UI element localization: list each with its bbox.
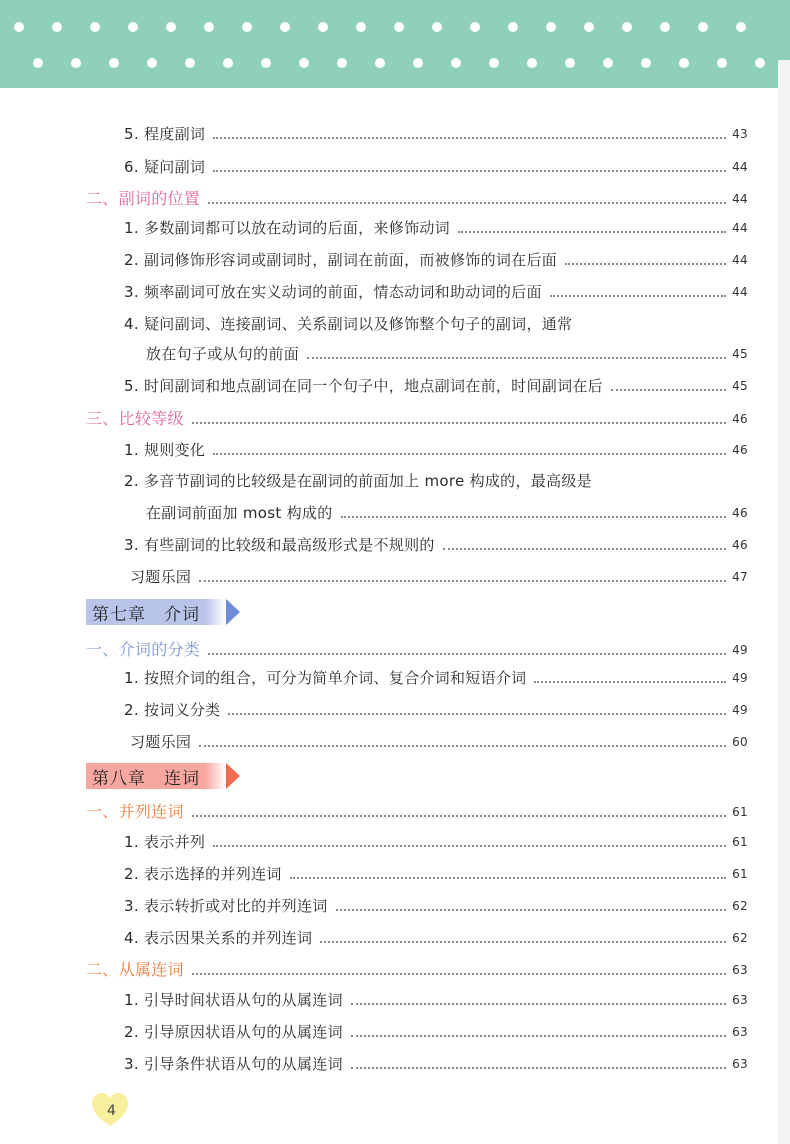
- toc-page-number: 60: [732, 735, 748, 749]
- toc-page-number: 61: [732, 835, 748, 849]
- toc-page-number: 63: [732, 963, 748, 977]
- toc-page-number: 49: [732, 703, 748, 717]
- toc-entry[interactable]: [124, 986, 748, 1010]
- toc-page-number: 46: [732, 538, 748, 552]
- dot-leader: [213, 845, 726, 847]
- toc-section-heading[interactable]: [86, 405, 748, 429]
- toc-entry-label: 6. 疑问副词: [124, 158, 206, 176]
- toc-entry[interactable]: [124, 372, 748, 396]
- dot-leader: [208, 202, 726, 204]
- dot-leader: [199, 745, 726, 747]
- toc-entry[interactable]: [124, 828, 748, 852]
- toc-entry[interactable]: [130, 563, 748, 587]
- section-title: 二、从属连词: [86, 960, 184, 979]
- section-title: 一、并列连词: [86, 802, 184, 821]
- toc-entry[interactable]: [124, 860, 748, 884]
- toc-page-number: 45: [732, 347, 748, 361]
- dot-leader: [351, 1003, 726, 1005]
- dot-leader: [228, 713, 726, 715]
- toc-page-number: 44: [732, 160, 748, 174]
- toc-entry-label: 5. 程度副词: [124, 125, 206, 143]
- toc-entry-label-line1[interactable]: 4. 疑问副词、连接副词、关系副词以及修饰整个句子的副词，通常: [124, 315, 573, 333]
- dot-leader: [192, 973, 726, 975]
- dot-leader: [213, 137, 726, 139]
- dot-leader: [192, 422, 726, 424]
- toc-section-heading[interactable]: [86, 956, 748, 980]
- toc-entry-label: 1. 多数副词都可以放在动词的后面，来修饰动词: [124, 219, 450, 237]
- toc-entry[interactable]: [124, 1050, 748, 1074]
- toc-page-number: 62: [732, 899, 748, 913]
- page-number-badge: [90, 1092, 130, 1128]
- toc-section-heading[interactable]: [86, 185, 748, 209]
- toc-entry[interactable]: [124, 892, 748, 916]
- dot-leader: [611, 389, 726, 391]
- dot-leader: [213, 453, 726, 455]
- toc-page-number: 46: [732, 443, 748, 457]
- toc-entry[interactable]: [146, 499, 748, 523]
- toc-entry-label: 1. 按照介词的组合，可分为简单介词、复合介词和短语介词: [124, 669, 527, 687]
- toc-entry[interactable]: [124, 531, 748, 555]
- chapter-flag-tail: [226, 763, 240, 789]
- toc-entry[interactable]: [124, 436, 748, 460]
- toc-page-number: 63: [732, 993, 748, 1007]
- chapter-heading[interactable]: [86, 599, 226, 625]
- toc-entry-label: 1. 规则变化: [124, 441, 206, 459]
- toc-page-number: 61: [732, 805, 748, 819]
- dot-leader: [307, 357, 726, 359]
- dot-leader: [550, 295, 726, 297]
- toc-entry-label: 2. 按词义分类: [124, 701, 221, 719]
- chapter-flag-tail: [226, 599, 240, 625]
- toc-page-number: 49: [732, 643, 748, 657]
- toc-entry[interactable]: [130, 728, 748, 752]
- dot-leader: [458, 231, 726, 233]
- toc-page-number: 44: [732, 253, 748, 267]
- dot-leader: [290, 877, 726, 879]
- toc-page-number: 62: [732, 931, 748, 945]
- dot-leader: [208, 653, 726, 655]
- toc-page-number: 45: [732, 379, 748, 393]
- toc-entry-label: 3. 有些副词的比较级和最高级形式是不规则的: [124, 536, 435, 554]
- dot-leader: [199, 580, 726, 582]
- dot-leader: [351, 1067, 726, 1069]
- toc-entry-label: 3. 频率副词可放在实义动词的前面，情态动词和助动词的后面: [124, 283, 542, 301]
- dot-leader: [192, 815, 726, 817]
- dot-leader: [443, 548, 726, 550]
- toc-section-heading[interactable]: [86, 798, 748, 822]
- dot-leader: [341, 516, 727, 518]
- toc-entry-label: 2. 副词修饰形容词或副词时，副词在前面，而被修饰的词在后面: [124, 251, 558, 269]
- toc-entry-label: 习题乐园: [130, 568, 192, 586]
- toc-entry-label: 3. 表示转折或对比的并列连词: [124, 897, 328, 915]
- chapter-title: 第八章 连词: [92, 768, 200, 789]
- toc-entry-label-line1[interactable]: 2. 多音节副词的比较级是在副词的前面加上 more 构成的，最高级是: [124, 472, 592, 490]
- toc-section-heading[interactable]: [86, 636, 748, 660]
- section-title: 三、比较等级: [86, 409, 184, 428]
- toc-entry[interactable]: [124, 214, 748, 238]
- toc-entry-label: 4. 表示因果关系的并列连词: [124, 929, 313, 947]
- toc-entry[interactable]: [124, 278, 748, 302]
- toc-page-number: 47: [732, 570, 748, 584]
- toc-page-number: 44: [732, 221, 748, 235]
- dot-leader: [336, 909, 727, 911]
- toc-entry-label: 放在句子或从句的前面: [146, 345, 300, 363]
- toc-page-number: 43: [732, 127, 748, 141]
- dot-leader: [534, 681, 726, 683]
- dot-leader: [565, 263, 726, 265]
- toc-page-number: 61: [732, 867, 748, 881]
- toc-entry-label: 5. 时间副词和地点副词在同一个句子中，地点副词在前，时间副词在后: [124, 377, 603, 395]
- toc-entry[interactable]: [124, 664, 748, 688]
- toc-page-number: 49: [732, 671, 748, 685]
- toc-entry-label: 1. 表示并列: [124, 833, 206, 851]
- toc-entry[interactable]: [124, 246, 748, 270]
- toc-entry[interactable]: [124, 1018, 748, 1042]
- toc-entry[interactable]: [124, 924, 748, 948]
- toc-entry[interactable]: [146, 340, 748, 364]
- toc-entry-label: 在副词前面加 most 构成的: [146, 504, 333, 522]
- chapter-heading[interactable]: [86, 763, 226, 789]
- dot-leader: [320, 941, 726, 943]
- dot-leader: [351, 1035, 726, 1037]
- toc-page-number: 44: [732, 192, 748, 206]
- toc-page-number: 46: [732, 412, 748, 426]
- toc-page-number: 63: [732, 1057, 748, 1071]
- toc-entry-label: 2. 引导原因状语从句的从属连词: [124, 1023, 343, 1041]
- toc-page-number: 44: [732, 285, 748, 299]
- toc-entry-label: 2. 表示选择的并列连词: [124, 865, 282, 883]
- toc-entry-label: 习题乐园: [130, 733, 192, 751]
- page-number: 4: [107, 1103, 116, 1119]
- toc-entry[interactable]: [124, 120, 748, 144]
- toc-entry[interactable]: [124, 696, 748, 720]
- chapter-title: 第七章 介词: [92, 604, 200, 625]
- toc-page-number: 63: [732, 1025, 748, 1039]
- section-title: 二、副词的位置: [86, 189, 201, 208]
- section-title: 一、介词的分类: [86, 640, 201, 659]
- toc-entry[interactable]: [124, 153, 748, 177]
- toc-entry-label: 1. 引导时间状语从句的从属连词: [124, 991, 343, 1009]
- toc-entry-label: 3. 引导条件状语从句的从属连词: [124, 1055, 343, 1073]
- dot-leader: [213, 170, 726, 172]
- toc-page-number: 46: [732, 506, 748, 520]
